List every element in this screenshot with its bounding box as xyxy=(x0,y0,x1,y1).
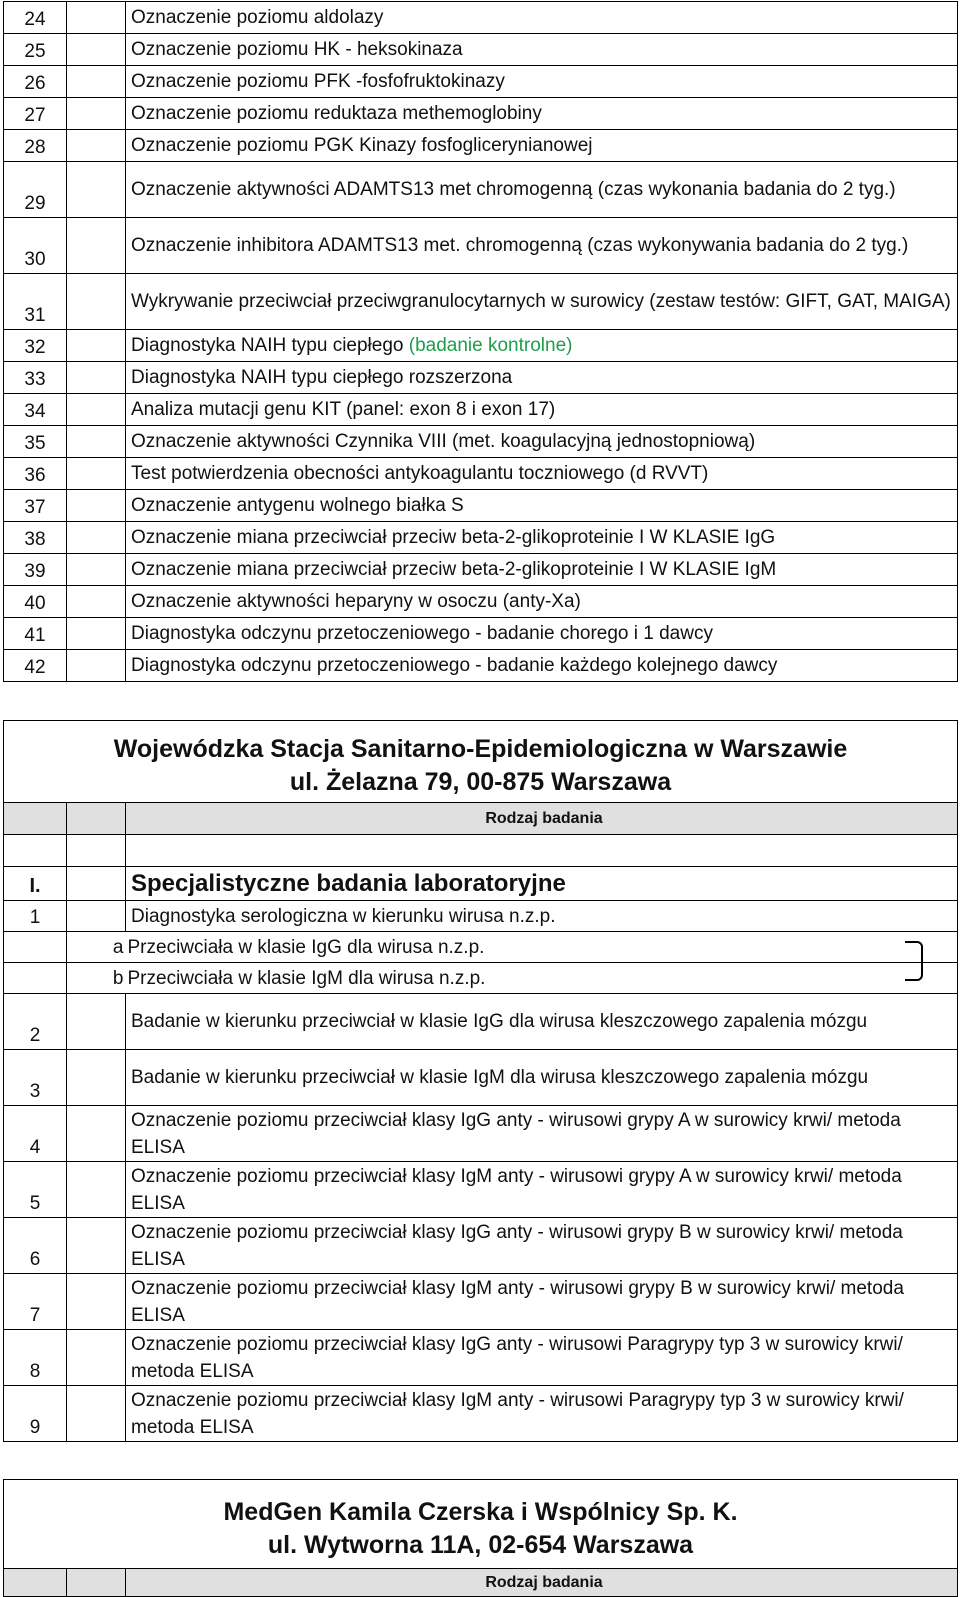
lab-name: MedGen Kamila Czerska i Wspólnicy Sp. K. xyxy=(223,1498,738,1526)
table-row xyxy=(4,66,958,98)
table-row xyxy=(4,1050,958,1106)
empty-cell xyxy=(67,2,126,34)
table-row xyxy=(4,1386,958,1442)
column-header: Rodzaj badania xyxy=(126,803,958,835)
table-row xyxy=(4,1330,958,1386)
row-number: 7 xyxy=(4,1274,67,1330)
empty-cell xyxy=(67,586,126,618)
table-row xyxy=(4,130,958,162)
row-number: 41 xyxy=(4,618,67,650)
table-row xyxy=(4,490,958,522)
exam-name: Oznaczenie inhibitora ADAMTS13 met. chromogenną (czas wykonywania badania do 2 tyg.) xyxy=(126,218,958,274)
row-number: 4 xyxy=(4,1106,67,1162)
exam-name: Diagnostyka odczynu przetoczeniowego - badanie każdego kolejnego dawcy xyxy=(126,650,958,682)
empty-cell xyxy=(67,803,126,835)
empty-cell xyxy=(67,835,126,867)
lab-name: Wojewódzka Stacja Sanitarno-Epidemiologiczna w Warszawie xyxy=(113,735,848,763)
exam-table-1 xyxy=(3,1,958,682)
empty-cell xyxy=(67,1218,126,1274)
exam-name: Oznaczenie poziomu PFK -fosfofruktokinazy xyxy=(126,66,958,98)
exam-name: Diagnostyka serologiczna w kierunku wirusa n.z.p. xyxy=(126,901,958,932)
row-number: 40 xyxy=(4,586,67,618)
row-number: 37 xyxy=(4,490,67,522)
bracket-mark xyxy=(905,941,923,981)
table-row xyxy=(4,932,958,963)
exam-name: Badanie w kierunku przeciwciał w klasie IgG dla wirusa kleszczowego zapalenia mózgu xyxy=(126,994,958,1050)
empty-cell xyxy=(67,1569,126,1597)
column-header: Rodzaj badania xyxy=(126,1569,958,1597)
empty-cell xyxy=(67,1386,126,1442)
empty-cell xyxy=(67,458,126,490)
empty-cell xyxy=(67,490,126,522)
empty-cell xyxy=(67,554,126,586)
exam-name-text: Diagnostyka NAIH typu ciepłego xyxy=(131,335,404,356)
exam-name: Analiza mutacji genu KIT (panel: exon 8 i exon 17) xyxy=(126,394,958,426)
column-header-row xyxy=(4,1569,958,1597)
empty-cell xyxy=(67,274,126,330)
table-row xyxy=(4,394,958,426)
row-number: 34 xyxy=(4,394,67,426)
empty-cell xyxy=(67,650,126,682)
exam-name: Oznaczenie poziomu przeciwciał klasy IgM anty - wirusowi grypy A w surowicy krwi/ metoda ELISA xyxy=(126,1162,958,1218)
exam-name: Wykrywanie przeciwciał przeciwgranulocytarnych w surowicy (zestaw testów: GIFT, GAT, MAIGA) xyxy=(126,274,958,330)
row-number: 28 xyxy=(4,130,67,162)
exam-name: Oznaczenie miana przeciwciał przeciw beta-2-glikoproteinie I W KLASIE IgM xyxy=(126,554,958,586)
empty-cell xyxy=(67,218,126,274)
table-row xyxy=(4,994,958,1050)
table-row xyxy=(4,458,958,490)
exam-table-2 xyxy=(3,802,958,1442)
empty-cell xyxy=(67,162,126,218)
row-number: 9 xyxy=(4,1386,67,1442)
empty-cell xyxy=(67,1274,126,1330)
row-number: 25 xyxy=(4,34,67,66)
row-number: 31 xyxy=(4,274,67,330)
exam-name: Diagnostyka odczynu przetoczeniowego - badanie chorego i 1 dawcy xyxy=(126,618,958,650)
exam-name: Oznaczenie poziomu przeciwciał klasy IgM anty - wirusowi Paragrypy typ 3 w surowicy krwi/ metoda ELISA xyxy=(126,1386,958,1442)
empty-cell xyxy=(67,1330,126,1386)
empty-cell xyxy=(67,394,126,426)
lab-address: ul. Wytworna 11A, 02-654 Warszawa xyxy=(267,1531,694,1559)
lab-header-medgen xyxy=(3,1479,958,1569)
empty-cell xyxy=(67,1162,126,1218)
exam-name: Oznaczenie miana przeciwciał przeciw beta-2-glikoproteinie I W KLASIE IgG xyxy=(126,522,958,554)
table-row xyxy=(4,522,958,554)
exam-name: Oznaczenie poziomu aldolazy xyxy=(126,2,958,34)
empty-cell xyxy=(67,34,126,66)
sub-letter: a xyxy=(67,932,126,963)
empty-cell xyxy=(4,835,67,867)
row-number: 42 xyxy=(4,650,67,682)
exam-name xyxy=(126,330,958,362)
row-number: 27 xyxy=(4,98,67,130)
empty-cell xyxy=(67,98,126,130)
exam-name: Oznaczenie poziomu przeciwciał klasy IgM anty - wirusowi grypy B w surowicy krwi/ metoda ELISA xyxy=(126,1274,958,1330)
exam-name: Oznaczenie poziomu PGK Kinazy fosfoglicerynianowej xyxy=(126,130,958,162)
empty-cell xyxy=(67,1050,126,1106)
control-note: (badanie kontrolne) xyxy=(408,335,573,356)
row-number: 26 xyxy=(4,66,67,98)
table-row xyxy=(4,162,958,218)
exam-name: Oznaczenie poziomu HK - heksokinaza xyxy=(126,34,958,66)
exam-name: Oznaczenie poziomu reduktaza methemoglobiny xyxy=(126,98,958,130)
empty-cell xyxy=(4,932,67,963)
table-row xyxy=(4,586,958,618)
empty-cell xyxy=(67,994,126,1050)
empty-cell xyxy=(67,330,126,362)
exam-name: Oznaczenie antygenu wolnego białka S xyxy=(126,490,958,522)
table-row xyxy=(4,618,958,650)
row-number: 33 xyxy=(4,362,67,394)
table-row xyxy=(4,2,958,34)
table-row xyxy=(4,554,958,586)
exam-name: Diagnostyka NAIH typu ciepłego rozszerzona xyxy=(126,362,958,394)
table-row xyxy=(4,1274,958,1330)
table-row xyxy=(4,426,958,458)
empty-cell xyxy=(67,130,126,162)
exam-name: Oznaczenie aktywności Czynnika VIII (met. koagulacyjną jednostopniową) xyxy=(126,426,958,458)
row-number: 35 xyxy=(4,426,67,458)
section-row xyxy=(4,867,958,901)
empty-cell xyxy=(126,835,958,867)
row-number: 3 xyxy=(4,1050,67,1106)
row-number: 1 xyxy=(4,901,67,932)
exam-name: Oznaczenie aktywności ADAMTS13 met chromogenną (czas wykonania badania do 2 tyg.) xyxy=(126,162,958,218)
table-row xyxy=(4,330,958,362)
spacer-row xyxy=(4,835,958,867)
empty-cell xyxy=(67,362,126,394)
row-number: 30 xyxy=(4,218,67,274)
exam-table-3 xyxy=(3,1568,958,1597)
empty-cell xyxy=(67,618,126,650)
section-number: I. xyxy=(4,867,67,901)
exam-name: Oznaczenie poziomu przeciwciał klasy IgG anty - wirusowi grypy A w surowicy krwi/ metoda ELISA xyxy=(126,1106,958,1162)
empty-cell xyxy=(67,522,126,554)
table-row xyxy=(4,98,958,130)
row-number: 39 xyxy=(4,554,67,586)
exam-name: Badanie w kierunku przeciwciał w klasie IgM dla wirusa kleszczowego zapalenia mózgu xyxy=(126,1050,958,1106)
empty-cell xyxy=(67,867,126,901)
table-row xyxy=(4,218,958,274)
empty-cell xyxy=(4,803,67,835)
empty-cell xyxy=(67,66,126,98)
table-row xyxy=(4,650,958,682)
row-number: 38 xyxy=(4,522,67,554)
row-number: 24 xyxy=(4,2,67,34)
empty-cell xyxy=(67,1106,126,1162)
exam-name: Przeciwciała w klasie IgM dla wirusa n.z.p. xyxy=(126,963,958,994)
row-number: 8 xyxy=(4,1330,67,1386)
section-title: Specjalistyczne badania laboratoryjne xyxy=(126,867,958,901)
table-row xyxy=(4,274,958,330)
row-number: 2 xyxy=(4,994,67,1050)
table-row xyxy=(4,1106,958,1162)
row-number: 29 xyxy=(4,162,67,218)
exam-name: Oznaczenie aktywności heparyny w osoczu (anty-Xa) xyxy=(126,586,958,618)
table-row xyxy=(4,1162,958,1218)
empty-cell xyxy=(4,1569,67,1597)
empty-cell xyxy=(67,901,126,932)
row-number: 5 xyxy=(4,1162,67,1218)
table-row xyxy=(4,362,958,394)
exam-name: Przeciwciała w klasie IgG dla wirusa n.z.p. xyxy=(126,932,958,963)
empty-cell xyxy=(67,426,126,458)
table-row xyxy=(4,901,958,932)
exam-name: Oznaczenie poziomu przeciwciał klasy IgG anty - wirusowi grypy B w surowicy krwi/ metoda ELISA xyxy=(126,1218,958,1274)
row-number: 6 xyxy=(4,1218,67,1274)
table-row xyxy=(4,963,958,994)
lab-header-wsse xyxy=(3,720,958,803)
row-number: 32 xyxy=(4,330,67,362)
table-row xyxy=(4,1218,958,1274)
lab-address: ul. Żelazna 79, 00-875 Warszawa xyxy=(289,768,672,796)
exam-name: Test potwierdzenia obecności antykoagulantu toczniowego (d RVVT) xyxy=(126,458,958,490)
column-header-row xyxy=(4,803,958,835)
table-row xyxy=(4,34,958,66)
exam-name: Oznaczenie poziomu przeciwciał klasy IgG anty - wirusowi Paragrypy typ 3 w surowicy krwi/ metoda ELISA xyxy=(126,1330,958,1386)
empty-cell xyxy=(4,963,67,994)
row-number: 36 xyxy=(4,458,67,490)
sub-letter: b xyxy=(67,963,126,994)
